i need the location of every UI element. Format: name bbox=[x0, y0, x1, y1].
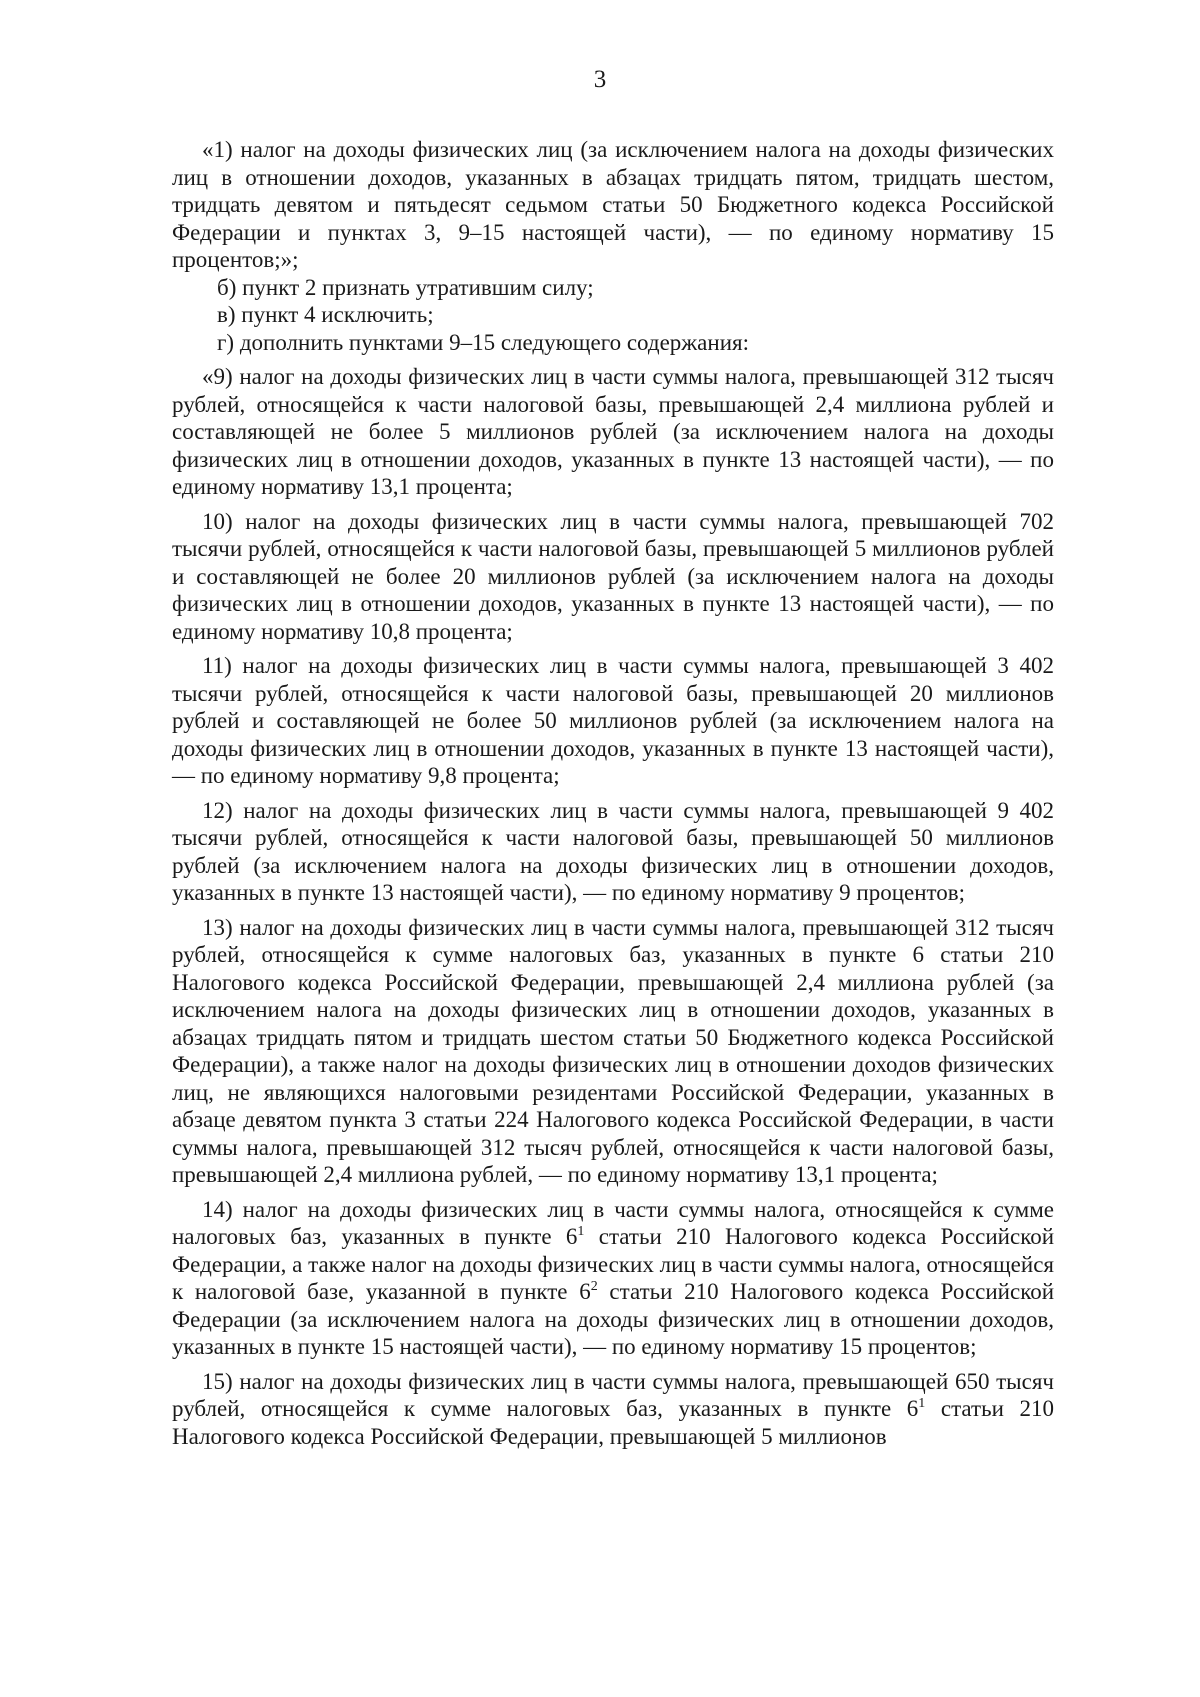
paragraph-item-14-part-c: статьи 210 Налогового кодекса Российской Федерации (за исключением налога на доходы физических лиц в отношении доходов, указанных в пункте 15 настоящей части), — по единому нормативу 15 процентов; bbox=[172, 1279, 1055, 1359]
subitem-g: г) дополнить пунктами 9–15 следующего содержания: bbox=[217, 329, 749, 355]
paragraph-item-14-part-a: 14) налог на доходы физических лиц в части суммы налога, относящейся к сумме налоговых баз, указанных в пункте 6 bbox=[172, 1196, 1054, 1249]
document-body bbox=[172, 136, 1054, 1450]
paragraph-item-15-part-a: 15) налог на доходы физических лиц в части суммы налога, превышающей 650 тысяч рублей, относящейся к сумме налоговых баз, указанных в пункте 6 bbox=[172, 1368, 1054, 1421]
paragraph-item-14 bbox=[172, 1196, 1054, 1361]
paragraph-item-10: 10) налог на доходы физических лиц в части суммы налога, превышающей 702 тысячи рублей, относящейся к части налоговой базы, превышающей 5 миллионов рублей и составляющей не более 20 миллионов рублей (за исключением налога на доходы физических лиц в отношении доходов, указанных в пункте 13 настоящей части), — по единому нормативу 10,8 процента; bbox=[172, 508, 1054, 644]
paragraph-item-11: 11) налог на доходы физических лиц в части суммы налога, превышающей 3 402 тысячи рублей, относящейся к части налоговой базы, превышающей 20 миллионов рублей и составляющей не более 50 миллионов рублей (за исключением налога на доходы физических лиц в отношении доходов, указанных в пункте 13 настоящей части), — по единому нормативу 9,8 процента; bbox=[172, 653, 1054, 788]
subitem-b: б) пункт 2 признать утратившим силу; bbox=[217, 274, 594, 300]
paragraph-item-12: 12) налог на доходы физических лиц в части суммы налога, превышающей 9 402 тысячи рублей, относящейся к части налоговой базы, превышающей 50 миллионов рублей (за исключением налога на доходы физических лиц в отношении доходов, указанных в пункте 13 настоящей части), — по единому нормативу 9 процентов; bbox=[172, 797, 1054, 905]
superscript-2: 2 bbox=[590, 1279, 598, 1294]
paragraph-item-15-part-b: статьи 210 Налогового кодекса Российской Федерации, превышающей 5 миллионов bbox=[172, 1396, 1054, 1449]
paragraph-item-13: 13) налог на доходы физических лиц в части суммы налога, превышающей 312 тысяч рублей, относящейся к сумме налоговых баз, указанных в пункте 6 статьи 210 Налогового кодекса Российской Федерации, превышающей 2,4 миллиона рублей (за исключением налога на доходы физических лиц в отношении доходов, указанных в абзацах тридцать пятом и тридцать шестом статьи 50 Бюджетного кодекса Российской Федерации), а также налог на доходы физических лиц в отношении доходов физических лиц, не являющихся налоговыми резидентами Российской Федерации, указанных в абзаце девятом пункта 3 статьи 224 Налогового кодекса Российской Федерации, в части суммы налога, превышающей 312 тысяч рублей, относящейся к части налоговой базы, превышающей 2,4 миллиона рублей, — по единому нормативу 13,1 процента; bbox=[172, 914, 1054, 1187]
paragraph-item-15 bbox=[172, 1368, 1054, 1451]
superscript-1: 1 bbox=[918, 1396, 926, 1411]
page-number: 3 bbox=[593, 66, 607, 93]
subitem-v: в) пункт 4 исключить; bbox=[217, 302, 434, 327]
paragraph-item-9: «9) налог на доходы физических лиц в части суммы налога, превышающей 312 тысяч рублей, относящейся к части налоговой базы, превышающей 2,4 миллиона рублей и составляющей не более 5 миллионов рублей (за исключением налога на доходы физических лиц в отношении доходов, указанных в пункте 13 настоящей части), — по единому нормативу 13,1 процента; bbox=[172, 364, 1054, 499]
paragraph-item-14-part-b: статьи 210 Налогового кодекса Российской Федерации, а также налог на доходы физических лиц в части суммы налога, относящейся к налоговой базе, указанной в пункте 6 bbox=[172, 1224, 1055, 1304]
superscript-1: 1 bbox=[577, 1224, 585, 1239]
paragraph-item-1: «1) налог на доходы физических лиц (за исключением налога на доходы физических лиц в отношении доходов, указанных в абзацах тридцать пятом, тридцать шестом, тридцать девятом и пятьдесят седьмом статьи 50 Бюджетного кодекса Российской Федерации и пунктах 3, 9–15 настоящей части), — по единому нормативу 15 процентов;»; bbox=[172, 137, 1054, 272]
